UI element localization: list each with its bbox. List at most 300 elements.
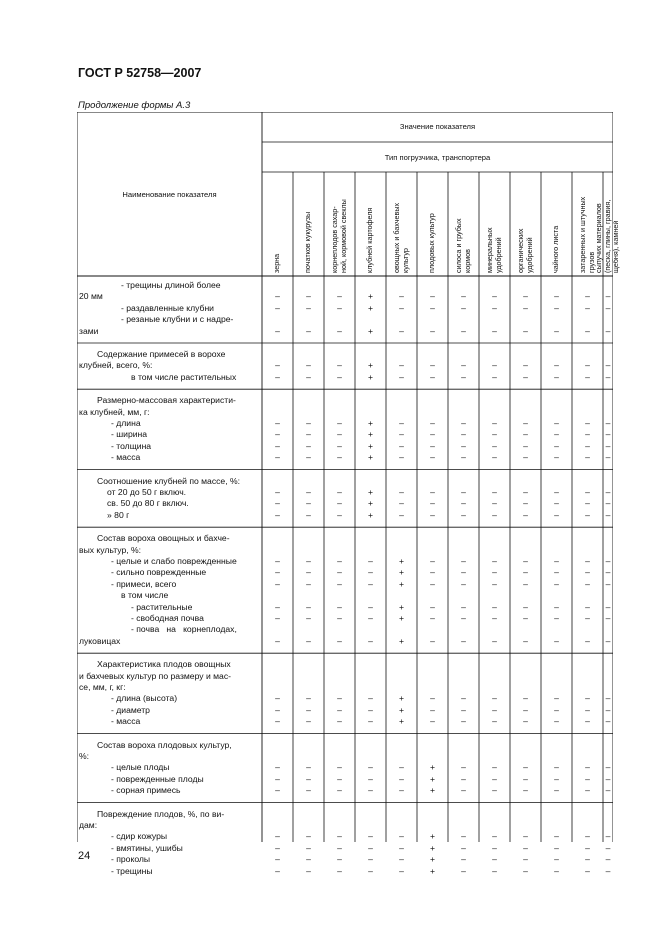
mark-dash: – [461,716,466,727]
mark-dash: – [275,567,280,578]
mark-dash: – [605,567,611,578]
mark-dash: – [306,762,311,773]
mark-dash: – [337,762,342,773]
column-header-12 [595,200,621,273]
mark-dash: – [523,704,528,715]
mark-dash: – [306,291,311,302]
mark-dash: – [368,556,373,566]
mark-dash: – [399,831,404,842]
indicator-label: - сдир кожуры [111,831,168,842]
mark-plus: + [367,429,374,440]
mark-dash: – [461,842,466,853]
indicator-label: 20 мм [79,291,103,302]
mark-dash: – [337,831,342,842]
mark-dash: – [461,487,466,497]
mark-dash: – [492,325,497,336]
indicator-label: луковицах [79,635,121,646]
indicator-label: св. 50 до 80 г включ. [107,498,189,509]
mark-dash: – [554,418,559,428]
mark-dash: – [461,704,466,715]
mark-dash: – [523,831,528,842]
mark-dash: – [275,429,280,440]
mark-dash: – [605,371,611,382]
mark-dash: – [523,567,528,578]
mark-dash: – [337,325,342,336]
indicator-label: - длина (высота) [111,693,178,704]
mark-dash: – [585,785,590,796]
mark-dash: – [554,773,559,784]
mark-dash: – [585,613,590,623]
mark-dash: – [275,865,280,876]
mark-dash: – [306,371,311,382]
mark-dash: – [275,291,280,302]
mark-dash: – [306,487,311,497]
mark-dash: – [461,302,466,313]
mark-dash: – [306,440,311,451]
mark-dash: – [585,773,590,784]
mark-plus: + [367,487,374,497]
mark-dash: – [275,854,280,865]
indicator-label: се, мм, г, кг: [79,682,126,692]
mark-dash: – [492,567,497,578]
indicator-label: в том числе [121,590,169,601]
mark-dash: – [585,704,590,715]
mark-dash: – [430,498,435,509]
mark-dash: – [492,487,497,497]
column-header-line: овощных и бахчевых [391,202,401,273]
mark-dash: – [554,429,559,440]
mark-dash: – [461,429,466,440]
mark-dash: – [461,693,466,704]
indicator-label: - целые плоды [111,762,170,773]
mark-dash: – [306,556,311,566]
indicator-label: Соотношение клубней по массе, %: [97,475,241,486]
mark-dash: – [523,429,528,440]
mark-dash: – [585,452,590,463]
mark-dash: – [430,601,435,612]
mark-dash: – [605,360,611,371]
mark-dash: – [337,418,342,428]
mark-dash: – [585,567,590,578]
mark-dash: – [275,842,280,853]
mark-dash: – [368,613,373,623]
mark-dash: – [523,487,528,497]
indicator-label: - свободная почва [131,613,204,623]
mark-dash: – [461,831,466,842]
mark-dash: – [368,831,373,842]
column-header-line: зерна [272,253,282,273]
mark-dash: – [605,452,611,463]
mark-dash: – [430,325,435,336]
mark-dash: – [492,440,497,451]
mark-plus: + [367,440,374,451]
mark-dash: – [306,635,311,646]
column-header-line: (песка, глины, гравия, [602,199,612,273]
column-header-line: кормов [462,249,472,273]
mark-dash: – [399,762,404,773]
mark-dash: – [275,773,280,784]
mark-dash: – [337,842,342,853]
mark-dash: – [585,556,590,566]
mark-dash: – [368,704,373,715]
mark-dash: – [523,440,528,451]
mark-dash: – [492,556,497,566]
mark-dash: – [523,498,528,509]
indicator-label: - трещины длиной более [121,280,221,290]
mark-dash: – [399,773,404,784]
mark-dash: – [523,452,528,463]
mark-dash: – [337,452,342,463]
continuation-caption: Продолжение формы А.3 [78,100,191,111]
mark-dash: – [554,498,559,509]
mark-plus: + [429,762,436,773]
mark-dash: – [492,578,497,589]
mark-dash: – [275,613,280,623]
mark-dash: – [585,831,590,842]
mark-dash: – [585,440,590,451]
mark-dash: – [306,854,311,865]
mark-dash: – [461,601,466,612]
mark-dash: – [492,785,497,796]
mark-plus: + [429,842,436,853]
mark-dash: – [430,704,435,715]
mark-dash: – [492,418,497,428]
mark-dash: – [605,635,611,646]
mark-dash: – [368,785,373,796]
value-group-header: Значение показателя [399,122,476,131]
mark-plus: + [398,635,405,646]
mark-dash: – [306,418,311,428]
mark-plus: + [367,325,374,336]
mark-dash: – [554,371,559,382]
mark-dash: – [461,567,466,578]
mark-dash: – [523,371,528,382]
mark-dash: – [492,291,497,302]
mark-dash: – [399,291,404,302]
indicator-label: - примеси, всего [111,578,177,589]
mark-dash: – [337,509,342,520]
mark-dash: – [306,865,311,876]
mark-dash: – [585,601,590,612]
mark-dash: – [275,440,280,451]
mark-dash: – [523,635,528,646]
mark-dash: – [523,578,528,589]
mark-dash: – [430,613,435,623]
mark-dash: – [605,785,611,796]
mark-dash: – [554,785,559,796]
mark-dash: – [492,716,497,727]
mark-plus: + [367,302,374,313]
mark-dash: – [585,291,590,302]
indicator-label: - почва на корнеплодах, [131,624,237,635]
mark-dash: – [306,578,311,589]
column-header-line: удобрений [524,237,534,273]
column-header-line: органических [515,228,525,273]
mark-dash: – [554,578,559,589]
mark-dash: – [585,865,590,876]
mark-dash: – [430,578,435,589]
indicator-label: - ширина [111,429,148,440]
indicator-label: - резаные клубни и с надре- [121,314,234,325]
indicator-label: Размерно-массовая характеристи- [97,395,236,406]
mark-dash: – [492,831,497,842]
mark-dash: – [275,452,280,463]
mark-dash: – [275,371,280,382]
mark-dash: – [306,429,311,440]
mark-dash: – [554,487,559,497]
mark-dash: – [275,831,280,842]
mark-dash: – [585,498,590,509]
mark-dash: – [523,325,528,336]
mark-dash: – [461,325,466,336]
mark-dash: – [523,693,528,704]
mark-dash: – [368,854,373,865]
mark-dash: – [585,693,590,704]
mark-dash: – [554,302,559,313]
indicator-label: - целые и слабо поврежденные [111,556,237,566]
mark-plus: + [367,452,374,463]
mark-dash: – [461,578,466,589]
mark-dash: – [275,704,280,715]
indicator-label: клубней, всего, %: [79,360,153,371]
mark-dash: – [605,716,611,727]
mark-plus: + [398,693,405,704]
mark-dash: – [523,509,528,520]
mark-dash: – [461,854,466,865]
mark-dash: – [554,716,559,727]
mark-dash: – [275,487,280,497]
mark-dash: – [605,325,611,336]
mark-dash: – [605,762,611,773]
mark-dash: – [399,371,404,382]
mark-dash: – [306,704,311,715]
mark-dash: – [492,842,497,853]
mark-dash: – [554,865,559,876]
mark-dash: – [306,831,311,842]
mark-dash: – [306,498,311,509]
mark-dash: – [399,865,404,876]
mark-dash: – [399,785,404,796]
mark-dash: – [337,613,342,623]
column-header-line: минеральных [484,227,494,273]
mark-dash: – [605,509,611,520]
mark-dash: – [306,601,311,612]
column-header-line: удобрений [493,237,503,273]
mark-dash: – [554,360,559,371]
mark-dash: – [337,773,342,784]
mark-dash: – [368,716,373,727]
document-title: ГОСТ Р 52758—2007 [78,66,202,80]
mark-dash: – [492,854,497,865]
mark-dash: – [554,509,559,520]
mark-dash: – [523,865,528,876]
indicator-label: вых культур, %: [79,544,142,555]
mark-dash: – [368,762,373,773]
mark-dash: – [554,601,559,612]
mark-dash: – [585,842,590,853]
mark-dash: – [337,556,342,566]
mark-dash: – [492,498,497,509]
mark-dash: – [461,865,466,876]
mark-dash: – [430,567,435,578]
column-header-2 [304,212,313,273]
mark-dash: – [585,716,590,727]
mark-dash: – [275,762,280,773]
mark-dash: – [430,371,435,382]
mark-dash: – [337,498,342,509]
mark-dash: – [554,325,559,336]
type-group-header: Тип погрузчика, транспортера [384,153,491,162]
mark-dash: – [399,360,404,371]
mark-dash: – [492,704,497,715]
mark-dash: – [430,440,435,451]
column-header-10 [552,226,561,273]
indicator-label: - раздавленные клубни [121,302,214,313]
mark-dash: – [605,291,611,302]
mark-dash: – [399,440,404,451]
mark-dash: – [585,762,590,773]
column-header-line: грузов [586,251,596,273]
column-header-1 [273,254,282,273]
mark-dash: – [306,509,311,520]
mark-dash: – [492,360,497,371]
column-header-line: щебня), камней [611,220,621,273]
mark-dash: – [306,613,311,623]
mark-dash: – [523,716,528,727]
mark-plus: + [398,601,405,612]
mark-dash: – [523,613,528,623]
mark-dash: – [368,842,373,853]
mark-dash: – [461,762,466,773]
mark-dash: – [399,854,404,865]
mark-dash: – [585,360,590,371]
indicator-label: зами [79,325,99,336]
mark-dash: – [399,429,404,440]
mark-dash: – [306,452,311,463]
indicator-label: - поврежденные плоды [111,773,204,784]
mark-dash: – [523,773,528,784]
indicator-label: %: [79,751,90,761]
indicator-label: - сорная примесь [111,785,181,796]
indicator-label: » 80 г [107,509,130,520]
mark-dash: – [461,773,466,784]
mark-dash: – [275,785,280,796]
mark-plus: + [429,773,436,784]
mark-plus: + [398,716,405,727]
mark-dash: – [430,693,435,704]
mark-dash: – [605,831,611,842]
mark-dash: – [430,302,435,313]
name-column-header: Наименование показателя [122,190,217,199]
mark-dash: – [399,487,404,497]
indicator-label: Характеристика плодов овощных [97,659,231,670]
mark-dash: – [461,556,466,566]
mark-dash: – [368,578,373,589]
mark-dash: – [605,429,611,440]
mark-dash: – [275,556,280,566]
mark-dash: – [275,360,280,371]
mark-dash: – [399,498,404,509]
mark-dash: – [306,325,311,336]
mark-dash: – [605,854,611,865]
mark-plus: + [398,578,405,589]
mark-dash: – [523,785,528,796]
mark-dash: – [430,452,435,463]
mark-dash: – [605,487,611,497]
mark-dash: – [368,635,373,646]
column-header-line: плодовых культур [427,213,437,273]
mark-dash: – [337,635,342,646]
column-header-line: корнеплодов сахар- [329,206,339,273]
mark-dash: – [585,509,590,520]
column-header-line: культур [400,248,410,273]
mark-dash: – [337,716,342,727]
mark-dash: – [585,578,590,589]
mark-dash: – [337,360,342,371]
column-header-line: затаренных и штучных [577,196,587,273]
mark-dash: – [605,865,611,876]
mark-dash: – [430,635,435,646]
column-header-4 [366,208,375,273]
mark-dash: – [585,854,590,865]
mark-plus: + [367,291,374,302]
indicator-label: в том числе растительных [131,371,237,382]
mark-dash: – [554,693,559,704]
mark-dash: – [523,601,528,612]
mark-dash: – [554,854,559,865]
mark-dash: – [337,785,342,796]
mark-dash: – [368,773,373,784]
indicator-label: Повреждение плодов, %, по ви- [97,808,225,819]
indicator-label: - трещины [111,865,153,876]
mark-dash: – [605,601,611,612]
mark-plus: + [429,865,436,876]
indicator-label: Состав вороха плодовых культур, [97,739,232,750]
mark-dash: – [585,418,590,428]
mark-dash: – [461,371,466,382]
mark-plus: + [429,854,436,865]
mark-dash: – [461,635,466,646]
mark-dash: – [368,693,373,704]
mark-dash: – [275,716,280,727]
mark-dash: – [605,440,611,451]
page-number: 24 [78,850,91,862]
column-header-6 [428,213,437,273]
column-header-line: початков кукурузы [303,211,313,273]
mark-dash: – [461,440,466,451]
mark-dash: – [337,371,342,382]
column-header-8 [486,227,503,273]
mark-dash: – [554,704,559,715]
mark-dash: – [275,693,280,704]
mark-dash: – [430,509,435,520]
indicator-label: Состав вороха овощных и бахче- [97,533,230,544]
mark-dash: – [492,865,497,876]
mark-dash: – [523,302,528,313]
mark-dash: – [399,842,404,853]
indicator-label: - масса [111,716,141,727]
mark-plus: + [367,360,374,371]
mark-dash: – [306,716,311,727]
mark-dash: – [523,556,528,566]
mark-dash: – [275,601,280,612]
mark-dash: – [523,842,528,853]
mark-dash: – [461,498,466,509]
mark-plus: + [367,509,374,520]
mark-dash: – [430,291,435,302]
mark-dash: – [605,842,611,853]
mark-plus: + [398,567,405,578]
